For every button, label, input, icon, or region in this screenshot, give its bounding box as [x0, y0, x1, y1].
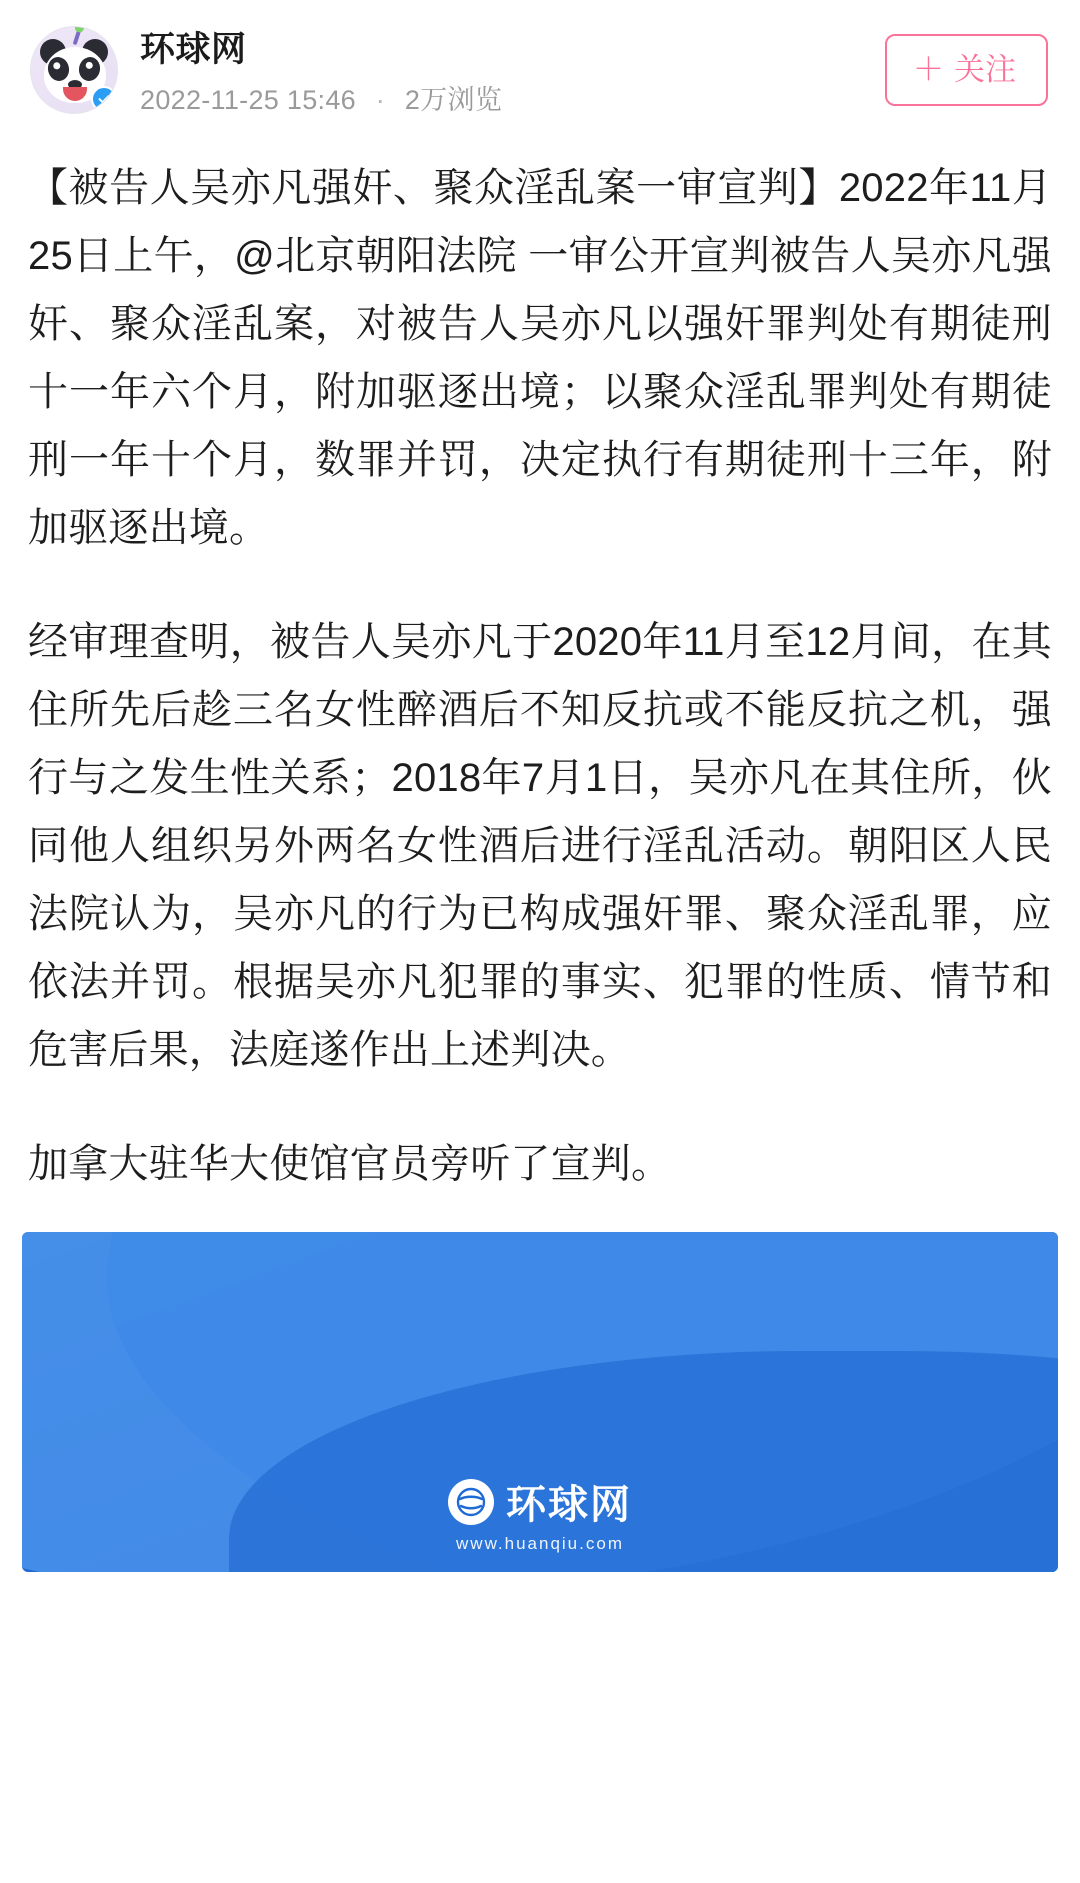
view-count: 2万浏览 [404, 85, 503, 115]
verified-badge-icon [91, 86, 117, 112]
article-paragraph: 【被告人吴亦凡强奸、聚众淫乱案一审宣判】2022年11月25日上午，@北京朝阳法院 一审公开宣判被告人吴亦凡强奸、聚众淫乱案，对被告人吴亦凡以强奸罪判处有期徒刑十一年六个月，附加驱逐出境；以聚众淫乱罪判处有期徒刑一年十个月，数罪并罚，决定执行有期徒刑十三年，附加驱逐出境。 [28, 166, 1052, 550]
watermark-row [448, 1473, 632, 1530]
image-watermark [22, 1473, 1058, 1554]
account-name[interactable]: 环球网 [140, 30, 247, 69]
globe-icon [448, 1479, 494, 1525]
follow-button-label: 关注 [954, 52, 1016, 87]
avatar[interactable] [30, 26, 118, 114]
panda-antenna-icon [73, 29, 82, 45]
meta-separator: · [375, 85, 386, 115]
follow-button[interactable] [885, 34, 1048, 106]
article-body [0, 128, 1080, 1198]
watermark-text: 环球网 [506, 1483, 632, 1527]
post-meta [140, 82, 885, 118]
article-paragraph: 加拿大驻华大使馆官员旁听了宣判。 [28, 1142, 672, 1186]
article-paragraph: 经审理查明，被告人吴亦凡于2020年11月至12月间，在其住所先后趁三名女性醉酒后不知反抗或不能反抗之机，强行与之发生性关系；2018年7月1日，吴亦凡在其住所，伙同他人组织另外两名女性酒后进行淫乱活动。朝阳区人民法院认为，吴亦凡的行为已构成强奸罪、聚众淫乱罪，应依法并罚。根据吴亦凡犯罪的事实、犯罪的性质、情节和危害后果，法庭遂作出上述判决。 [28, 620, 1052, 1072]
account-info [140, 26, 885, 118]
post-header [0, 0, 1080, 128]
post-timestamp: 2022-11-25 15:46 [140, 85, 356, 115]
plus-icon: ＋ [913, 52, 944, 87]
watermark-url: www.huanqiu.com [456, 1534, 624, 1553]
article-image[interactable] [22, 1232, 1058, 1572]
